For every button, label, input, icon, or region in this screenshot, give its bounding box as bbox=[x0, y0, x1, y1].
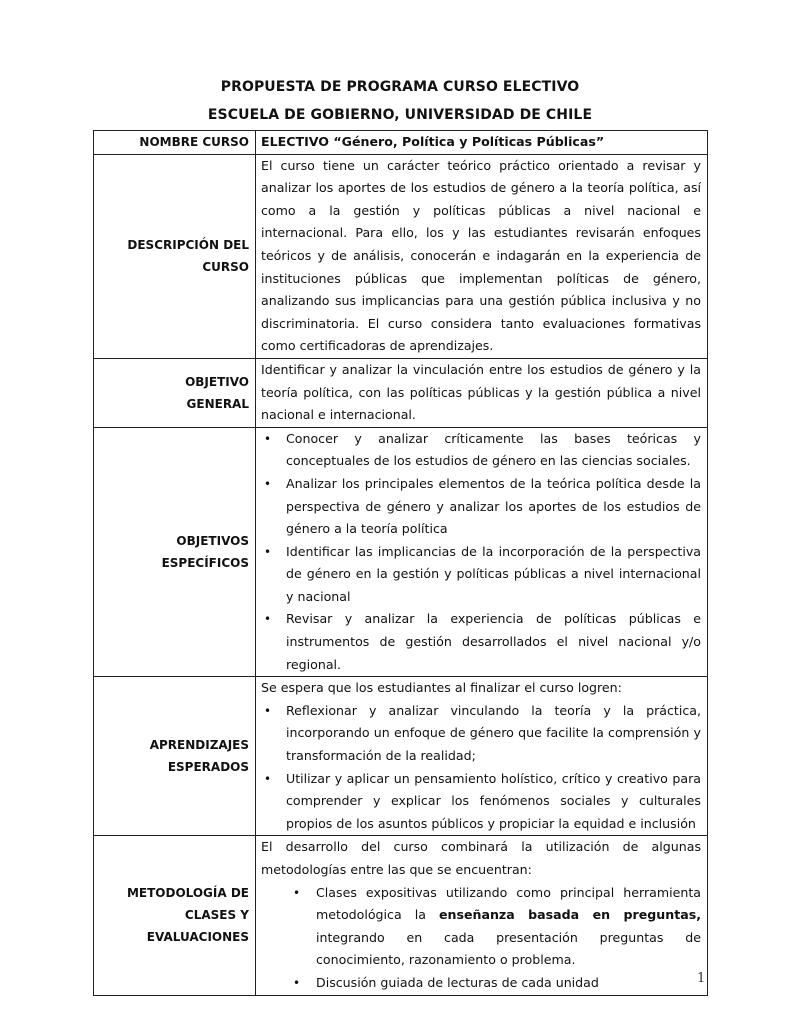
table-row-nombre bbox=[94, 131, 708, 155]
metodologia-content bbox=[256, 836, 708, 995]
list-item: • Conocer y analizar críticamente las bases teóricas y conceptuales de los estudios de género en las ciencias sociales. bbox=[261, 428, 701, 473]
objetivos-especificos-label-2: ESPECÍFICOS bbox=[161, 555, 249, 570]
objetivo-general-label-1: OBJETIVO bbox=[185, 374, 249, 389]
list-item: • Reflexionar y analizar vinculando la teoría y la práctica, incorporando un enfoque de género que facilite la comprensión y transformación de la realidad; bbox=[261, 700, 701, 768]
objetivo-general-text: Identificar y analizar la vinculación entre los estudios de género y la teoría política, con las políticas públicas y la gestión pública a nivel nacional e internacional. bbox=[261, 361, 701, 423]
descripcion-text: El curso tiene un carácter teórico práctico orientado a revisar y analizar los aportes de los estudios de género a la teoría política, así como a la gestión y políticas públicas a nivel nacional e internacional. Para ello, los y las estudiantes revisarán enfoques teóricos y de análisis, conocerán e indagarán en la experiencia de instituciones públicas que implementan políticas de género, analizando sus implicancias para una gestión pública inclusiva y no discriminatoria. El curso considera tanto evaluaciones formativas como certificadoras de aprendizajes. bbox=[261, 157, 701, 354]
aprendizajes-label-2: ESPERADOS bbox=[167, 760, 249, 775]
aprendizajes-intro: Se espera que los estudiantes al finalizar el curso logren: bbox=[261, 680, 622, 696]
objetivos-especificos-label-1: OBJETIVOS bbox=[176, 533, 249, 548]
table-row-metodologia bbox=[94, 836, 708, 995]
row-label bbox=[94, 131, 256, 155]
document-subtitle: ESCUELA DE GOBIERNO, UNIVERSIDAD DE CHILE bbox=[207, 107, 593, 123]
row-label bbox=[94, 358, 256, 427]
descripcion-label-1: DESCRIPCIÓN DEL bbox=[127, 238, 249, 253]
metodologia-label-3: EVALUACIONES bbox=[146, 930, 249, 945]
program-table bbox=[93, 130, 708, 996]
item-text: Clases expositivas utilizando como principal herramienta metodológica la bbox=[316, 884, 701, 923]
row-label bbox=[94, 836, 256, 995]
descripcion-content bbox=[256, 154, 708, 358]
objetivo-general-label-2: GENERAL bbox=[186, 396, 249, 411]
nombre-label: NOMBRE CURSO bbox=[139, 135, 249, 150]
descripcion-label-2: CURSO bbox=[202, 260, 249, 275]
item-bold-text: enseñanza basada en preguntas, bbox=[438, 907, 701, 923]
metodologia-list bbox=[261, 882, 701, 995]
aprendizajes-list bbox=[261, 700, 701, 836]
document-title: PROPUESTA DE PROGRAMA CURSO ELECTIVO bbox=[220, 79, 580, 95]
row-label bbox=[94, 154, 256, 358]
metodologia-label-2: CLASES Y bbox=[184, 908, 249, 923]
objetivos-list bbox=[261, 428, 701, 677]
row-label bbox=[94, 427, 256, 677]
list-item: • Discusión guiada de lecturas de cada unidad bbox=[261, 972, 701, 995]
list-item: • Identificar las implicancias de la incorporación de la perspectiva de género en la gestión y políticas públicas a nivel internacional y nacional bbox=[261, 541, 701, 609]
page-number: 1 bbox=[697, 971, 706, 986]
course-name bbox=[256, 131, 708, 155]
course-name-text: ELECTIVO “Género, Política y Políticas Públicas” bbox=[261, 134, 605, 149]
list-item: • Utilizar y aplicar un pensamiento holístico, crítico y creativo para comprender y explicar los fenómenos sociales y culturales propios de los asuntos públicos y propiciar la equidad e inclusión bbox=[261, 768, 701, 836]
list-item bbox=[261, 882, 701, 972]
metodologia-intro: El desarrollo del curso combinará la utilización de algunas metodologías entre las que se encuentran: bbox=[261, 839, 701, 877]
item-text: integrando en cada presentación preguntas de conocimiento, razonamiento o problema. bbox=[316, 929, 701, 968]
list-item: • Revisar y analizar la experiencia de políticas públicas e instrumentos de gestión desarrollados el nivel nacional y/o regional. bbox=[261, 608, 701, 676]
row-label bbox=[94, 677, 256, 836]
aprendizajes-content bbox=[256, 677, 708, 836]
table-row-descripcion bbox=[94, 154, 708, 358]
aprendizajes-label-1: APRENDIZAJES bbox=[149, 738, 249, 753]
table-row-objetivos-especificos bbox=[94, 427, 708, 677]
table-row-objetivo-general bbox=[94, 358, 708, 427]
objetivos-especificos-content bbox=[256, 427, 708, 677]
objetivo-general-content bbox=[256, 358, 708, 427]
metodologia-label-1: METODOLOGÍA DE bbox=[126, 886, 249, 901]
table-row-aprendizajes bbox=[94, 677, 708, 836]
list-item: • Analizar los principales elementos de la teórica política desde la perspectiva de género y analizar los aportes de los estudios de género a la teoría política bbox=[261, 473, 701, 541]
